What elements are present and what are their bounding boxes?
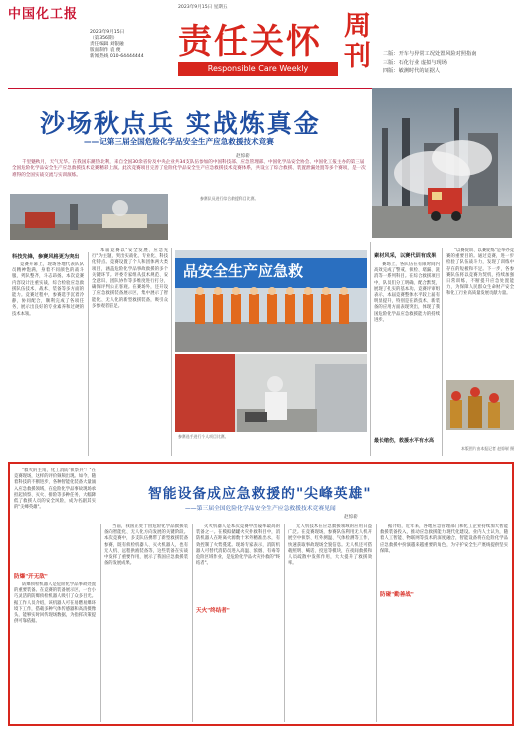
paragraph: 竞赛开幕上，现场各地代表队队员精神饱满，身着不同颜色的战斗服，列队整齐，斗志昂扬。本次竞赛内容设计注重实战，综合检验应急救援队伍技术、战术、装备等多方面的能力。竞赛过程中，参赛选手沉着冷静，协同配合，顺利完成了各项任务，展示出良好的专业素养和过硬的技术本领。: [12, 262, 84, 317]
story1-col-d-text: [374, 262, 440, 432]
page-guide: [383, 50, 476, 76]
paragraph: "救火的主角，化工消防'侦察兵'！"在竞赛现场，这样的评价频频出现。如今，随着科技的不断进步，各种智能化装备大量涌入应急救援领域，在危险化学品事故现场承担起侦察、灭火、排险等多种任务，大幅降低了救援人员的安全风险，成为名副其实的"尖峰英雄"。: [14, 468, 96, 511]
photo-training-scene: [10, 194, 168, 240]
issue-date: 2023年9月15日: [90, 30, 125, 35]
guide-item[interactable]: 二版：开车与异常工况处置风险对照指南: [383, 51, 477, 57]
photo-individual-event: [175, 354, 367, 432]
story1-subhead: ——记第三届全国危险化学品安全生产应急救援技术竞赛: [84, 137, 274, 146]
story2-byline: 赵惊崭: [344, 515, 358, 520]
photo2-banner-text: 品安全生产应急救: [183, 262, 304, 280]
column-divider: [370, 242, 371, 456]
story2-col5-text: [380, 524, 508, 722]
paragraph: 防爆侦检机器人是危险化学品事故处置的重要装备。在竞赛的装备展示区，一台小巧灵活的防爆侦检机器人吸引了众多目光。据工作人员介绍，该机器人可在易燃易爆环境下工作，搭载多种气体传感器和高清摄像头，能够实时回传现场数据，为指挥决策提供可靠依据。: [14, 582, 96, 625]
story1-headline[interactable]: 沙场秋点兵 实战炼真金: [40, 109, 321, 138]
story2-heading-c: 防碰"勤善战": [380, 592, 414, 598]
weekly-label: [344, 12, 374, 72]
paragraph: 灭火机器人是本次竞赛中出镜率最高的装备之一。在模拟储罐火灾扑救科目中，消防机器人在距离火源数十米外精准出水，有效控制了火势蔓延。现场专家表示，消防机器人可替代消防员进入高温、浓烟、有毒等危险区域作业，是危险化学品火灾扑救的"终结者"。: [196, 524, 280, 567]
story2-col3-text: [196, 524, 280, 722]
story1-col-b-text: [92, 248, 168, 456]
column-divider: [171, 248, 172, 456]
column-divider: [192, 524, 193, 722]
story2-col1-text: [14, 468, 96, 568]
story1-lead: 千里魅秋月，天气无华。在我国东潮热北利，来自全国30余省份及中央企业共34支队伍参加的中国科技部、应急管理部、中国化学品安全协会、中国化工报主办的第三届全国危险化学品安全生产应急救援技术竞赛精彩上演。此次竞赛项目完善了危险化学品安全生产应急救援技术竞赛体系，共设立了综合救援、装置泄漏处置等多个赛项，是一次难得的全国实战交流与实训演练。: [12, 160, 366, 178]
story1-byline: 赵惊崭: [236, 154, 250, 159]
photo-firefighters: [446, 380, 514, 430]
paragraph: 当前，我国正处于由危险化学品救援装备向智能化、无人化方向发展的关键阶段。本次竞赛中，多支队伍携带了新型救援装备参赛，既有侦检机器人、灭火机器人，也有无人机、远程供液装备等，这些装备在实战中发挥了重要作用，展示了我国应急救援装备的发展成果。: [104, 524, 188, 567]
hero-photo-image: [372, 88, 512, 238]
column-divider: [376, 524, 377, 722]
photo-firefighters-image: [446, 380, 514, 430]
story2-heading-a: 防爆"开无敌": [14, 574, 48, 580]
story2-col2-text: [104, 524, 188, 722]
paragraph: 无人机技术在应急救援领域的应用日益广泛。在竞赛现场，参赛队伍利用无人机开展空中侦察、红外测温、气体检测等工作，快速获取事故现场全貌信息。无人机还可搭载照明、喊话、投送等模块，在夜间救援和人员疏散中发挥作用，大大提升了救援效率。: [288, 524, 372, 567]
issue-layout: 版面制作 袁 便: [90, 48, 121, 53]
photo1-caption: 参赛队员进行综合救援科目比赛。: [200, 196, 259, 201]
story2-col4-text: [288, 524, 372, 722]
story1-col-d-heading: 素材风采，以赛代训有成果: [374, 253, 437, 259]
story1-col-e-text: [446, 248, 514, 378]
paper-logo: 中国化工报: [8, 7, 79, 22]
photo4-caption: 最长缩伤，救援水平有水高: [374, 438, 435, 444]
section-title: 责任关怀: [178, 22, 322, 62]
photo-opening-ceremony: [175, 250, 367, 352]
story2-col1b-text: [14, 582, 96, 722]
hero-photo-fire-drill: [372, 88, 512, 238]
story2-subhead: ——第三届全国危险化学品安全生产应急救援技术竞赛见闻: [185, 506, 336, 512]
paragraph: 赛场上，各队伍在有限时间内高效完成了警戒、侦检、堵漏、洗消等一系列科目。在综合救援项目中，队员们分工明确、配合默契，展现了扎实的基本功。竞赛评审组表示，本届竞赛整体水平较上届有明显提升，特别是在新技术、新装备的应用方面表现突出，体现了我国危险化学品应急救援能力的持续进步。: [374, 262, 440, 323]
story2-headline[interactable]: 智能设备成应急救援的"尖峰英雄": [148, 486, 372, 502]
paragraph: 本届竞赛以"安全发展、应急先行"为主题，突出实战化、专业化、科技化特点。竞赛设置了个人和团体两大类项目，涵盖危险化学品事故救援的多个关键环节。评委专家组从技术规范、安全意识、团队协作等多维度进行打分，确保评判公正客观。在赛场外，还开设了应急救援装备展示区，集中展示了智能化、无人化的新型救援装备，吸引众多参观者驻足。: [92, 248, 168, 309]
issue-hotline: 新闻热线 010-64444444: [90, 54, 144, 59]
issue-info: [90, 30, 144, 60]
photo3-caption: 参赛选手进行个人项目比赛。: [178, 434, 229, 439]
story1-col-a-heading: 科技先锋，参赛风格更为突出: [12, 254, 80, 260]
photo-individual-image: [175, 354, 367, 432]
column-divider: [100, 524, 101, 722]
photo-training-image: [10, 194, 168, 240]
issue-number: （第356期）: [90, 36, 118, 41]
photo-credit: 本版图片由本报记者 赵惊崭 摄: [460, 446, 514, 451]
story2-heading-b: 天火"终结者": [196, 608, 230, 614]
column-divider: [442, 248, 443, 456]
paragraph: "以赛促训、以赛促练"是举办竞赛的重要目的。通过竞赛，进一步检验了队伍战斗力，发现了训练中存在的短板和不足。下一步，各参赛队伍将以竞赛为契机，持续加强日常训练，不断提升应急处置能力，为保障人民群众生命财产安全和化工行业高质量发展贡献力量。: [446, 248, 514, 297]
weekly-char-zhou: 周: [344, 11, 371, 42]
column-divider: [284, 524, 285, 722]
issue-editor: 责任编辑 刘银融: [90, 42, 124, 47]
weekly-char-kan: 刊: [344, 41, 371, 72]
story1-col-a-text: [12, 262, 84, 456]
guide-item[interactable]: 三版：石化行业 虚拟与现场: [383, 59, 447, 66]
column-divider: [88, 252, 89, 456]
section-subtitle-en: Responsible Care Weekly: [178, 62, 338, 76]
masthead: [0, 0, 520, 88]
header-date: 2023年9月15日 星期五: [178, 5, 228, 10]
guide-item[interactable]: 四版：敏测时代的证据人: [383, 68, 441, 74]
paragraph: 据介绍，近年来，各地应急管理部门和化工企业持续加大智能救援装备投入，推动应急救援能力现代化建设。业内人士认为，随着人工智能、物联网等技术的深度融合，智能设备将在危险化学品应急救援中扮演越来越重要的角色，为守护安全生产底线提供坚实保障。: [380, 524, 508, 554]
